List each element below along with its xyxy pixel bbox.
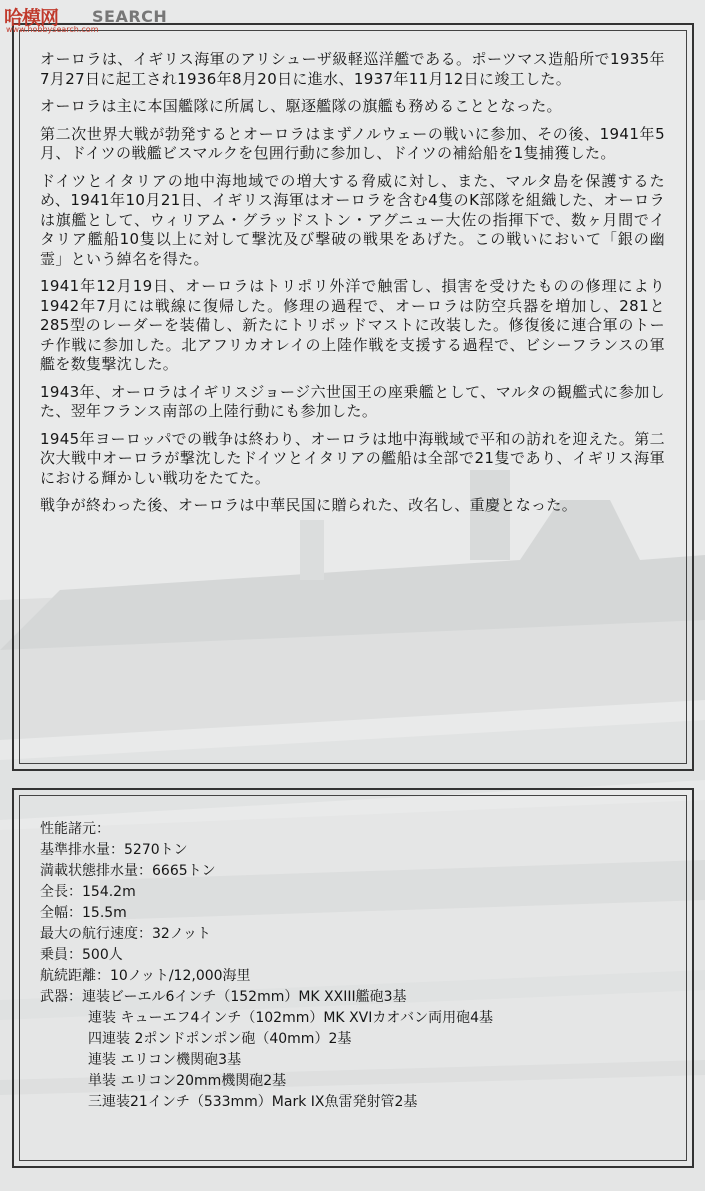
specs-heading: 性能諸元：: [40, 821, 110, 837]
site-logo: [4, 3, 204, 35]
weapon-item: 連装 キューエフ4インチ（102mm）MK XVIカオバン両用砲4基: [88, 1010, 493, 1026]
weapons-label: 武器：: [40, 989, 82, 1005]
history-paragraph: 1943年、オーロラはイギリスジョージ六世国王の座乗艦として、マルタの観艦式に参加した、翌年フランス南部の上陸行動にも参加した。: [40, 382, 665, 420]
weapon-item: [40, 987, 665, 1008]
weapon-item: 連装 エリコン機関砲3基: [88, 1052, 242, 1068]
spec-item: 航続距離：10ノット/12,000海里: [40, 968, 251, 984]
history-paragraph: ドイツとイタリアの地中海地域での増大する脅威に対し、また、マルタ島を保護するため、1941年10月21日、イギリス海軍はオーロラを含む4隻のK部隊を組織した、オーロラは旗艦として、ウィリアム・グラッドストン・アグニュー大佐の指揮下で、数ヶ月間でイタリア艦船10隻以上に対して撃沈及び撃破の戦果をあげた。この戦いにおいて「銀の幽霊」という綽名を得た。: [40, 171, 665, 268]
logo-url: www.hobbysearch.com: [6, 25, 99, 34]
history-paragraph: オーロラは、イギリス海軍のアリシューザ級軽巡洋艦である。ポーツマス造船所で1935年7月27日に起工され1936年8月20日に進水、1937年11月12日に竣工した。: [40, 50, 665, 88]
spec-item: 乗員：500人: [40, 947, 123, 963]
weapon-item: 四連装 2ポンドポンポン砲（40mm）2基: [88, 1031, 352, 1047]
logo-mark: 哈模网: [4, 7, 59, 29]
spec-item: 基準排水量：5270トン: [40, 842, 188, 858]
history-paragraph: 1941年12月19日、オーロラはトリポリ外洋で触雷し、損害を受けたものの修理により1942年7月には戦線に復帰した。修理の過程で、オーロラは防空兵器を増加し、281と285型のレーダーを装備し、新たにトリポッドマストに改装した。修復後に連合軍のトーチ作戦に参加した。北アフリカオレイの上陸作戦を支援する過程で、ビシーフランスの軍艦を数隻撃沈した。: [40, 277, 665, 373]
weapon-item: 三連装21インチ（533mm）Mark IX魚雷発射管2基: [88, 1094, 418, 1110]
weapon-item: 単装 エリコン20mm機関砲2基: [88, 1073, 287, 1089]
weapon-text: 連装ビーエル6インチ（152mm）MK XXIII艦砲3基: [82, 989, 407, 1005]
history-paragraph: 1945年ヨーロッパでの戦争は終わり、オーロラは地中海戦域で平和の訪れを迎えた。第二次大戦中オーロラが撃沈したドイツとイタリアの艦船は全部で21隻であり、イギリス海軍における輝かしい戦功をたてた。: [40, 429, 665, 487]
history-text: [40, 50, 665, 524]
spec-item: 全幅：15.5m: [40, 905, 127, 921]
specs-list: [40, 819, 665, 1113]
history-paragraph: 戦争が終わった後、オーロラは中華民国に贈られた、改名し、重慶となった。: [40, 496, 578, 514]
history-paragraph: 第二次世界大戦が勃発するとオーロラはまずノルウェーの戦いに参加、その後、1941年5月、ドイツの戦艦ビスマルクを包囲行動に参加し、ドイツの補給船を1隻捕獲した。: [40, 124, 665, 162]
history-paragraph: オーロラは主に本国艦隊に所属し、駆逐艦隊の旗艦も務めることとなった。: [40, 97, 562, 115]
spec-item: 全長：154.2m: [40, 884, 136, 900]
spec-item: 満載状態排水量：6665トン: [40, 863, 216, 879]
logo-wordmark: SEARCH: [92, 7, 168, 26]
spec-item: 最大の航行速度：32ノット: [40, 926, 211, 942]
